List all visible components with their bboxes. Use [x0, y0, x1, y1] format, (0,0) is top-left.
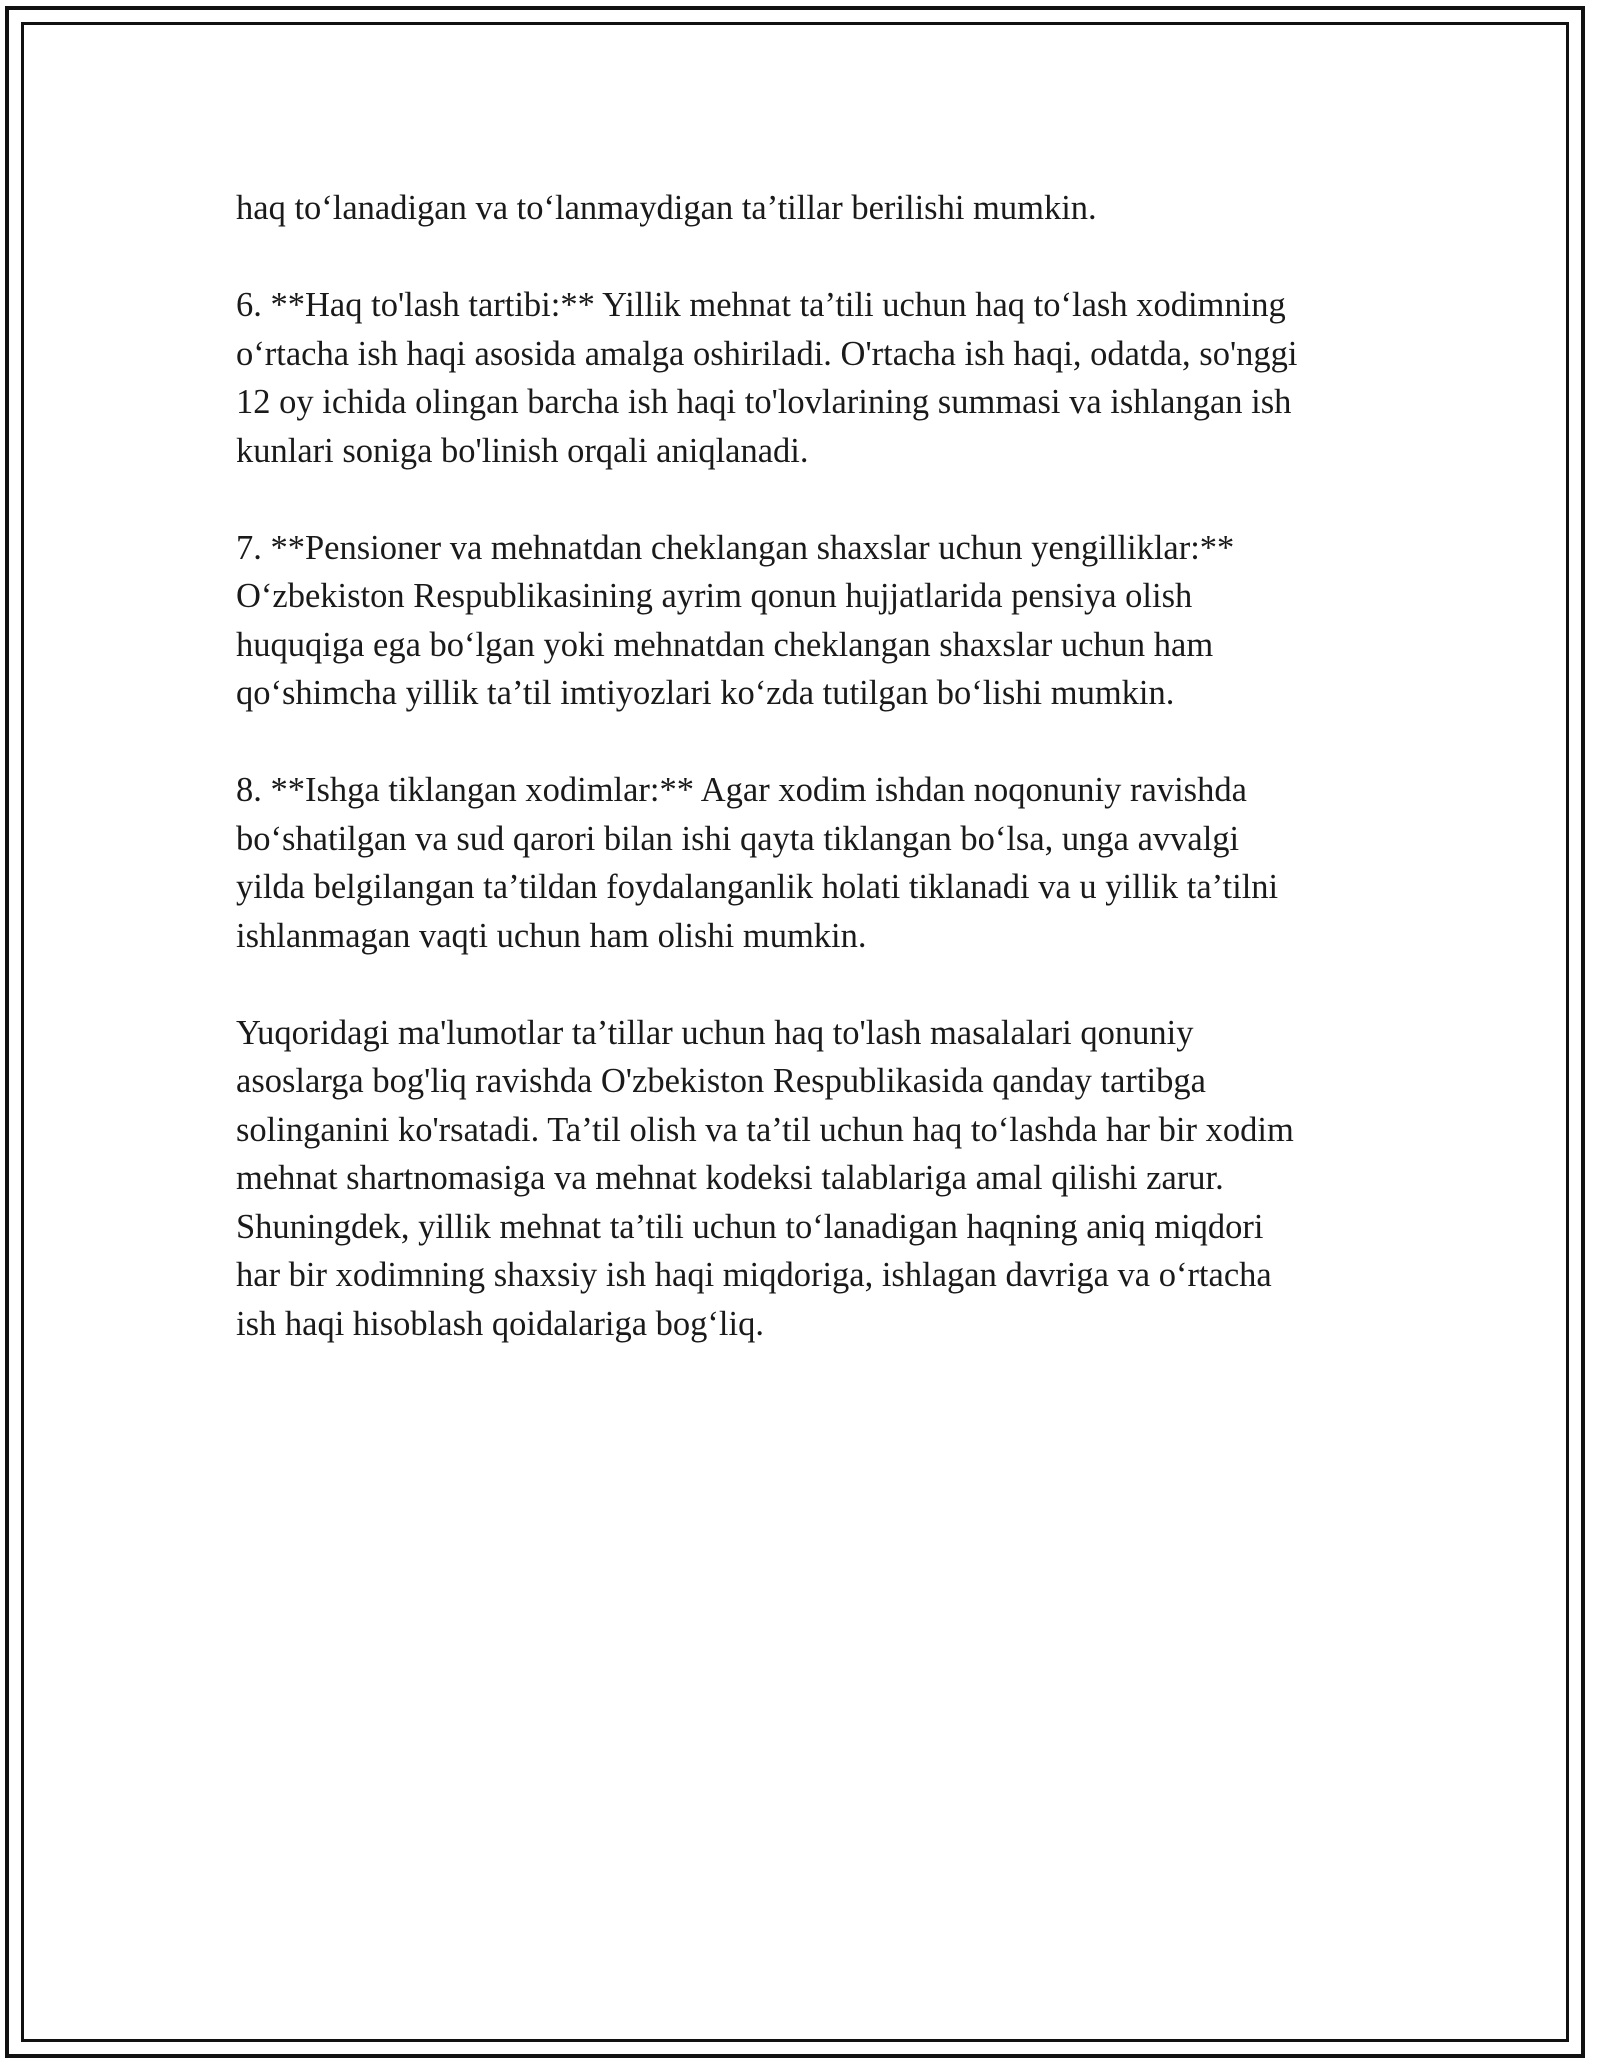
paragraph-item-8: 8. **Ishga tiklangan xodimlar:** Agar xodim ishdan noqonuniy ravishda bo‘shatilgan va sud qarori bilan ishi qayta tiklangan bo‘lsa, unga avvalgi yilda belgilangan ta’tildan foydalanganlik holati tiklanadi va u yillik ta’tilni ishlanmagan vaqti uchun ham olishi mumkin. — [236, 771, 1279, 955]
paragraph-conclusion: Yuqoridagi ma'lumotlar ta’tillar uchun haq to'lash masalalari qonuniy asoslarga bog'liq ravishda O'zbekiston Respublikasida qanday tartibga solinganini ko'rsatadi. Ta’til olish va ta’til uchun haq to‘lashda har bir xodim mehnat shartnomasiga va mehnat kodeksi talablariga amal qilishi zarur. Shuningdek, yillik mehnat ta’tili uchun to‘lanadigan haqning aniq miqdori har bir xodimning shaxsiy ish haqi miqdoriga, ishlagan davriga va o‘rtacha ish haqi hisoblash qoidalariga bog‘liq. — [236, 1013, 1294, 1343]
paragraph-item-7: 7. **Pensioner va mehnatdan cheklangan shaxslar uchun yengilliklar:** O‘zbekiston Respublikasining ayrim qonun hujjatlarida pensiya olish huquqiga ega bo‘lgan yoki mehnatdan cheklangan shaxslar uchun ham qo‘shimcha yillik ta’til imtiyozlari ko‘zda tutilgan bo‘lishi mumkin. — [236, 528, 1235, 712]
document-body — [236, 184, 1416, 1397]
paragraph-continuation: haq to‘lanadigan va to‘lanmaydigan ta’tillar berilishi mumkin. — [236, 189, 1097, 227]
paragraph-item-6: 6. **Haq to'lash tartibi:** Yillik mehnat ta’tili uchun haq to‘lash xodimning o‘rtacha ish haqi asosida amalga oshiriladi. O'rtacha ish haqi, odatda, so'nggi 12 oy ichida olingan barcha ish haqi to'lovlarining summasi va ishlangan ish kunlari soniga bo'linish orqali aniqlanadi. — [236, 286, 1298, 470]
